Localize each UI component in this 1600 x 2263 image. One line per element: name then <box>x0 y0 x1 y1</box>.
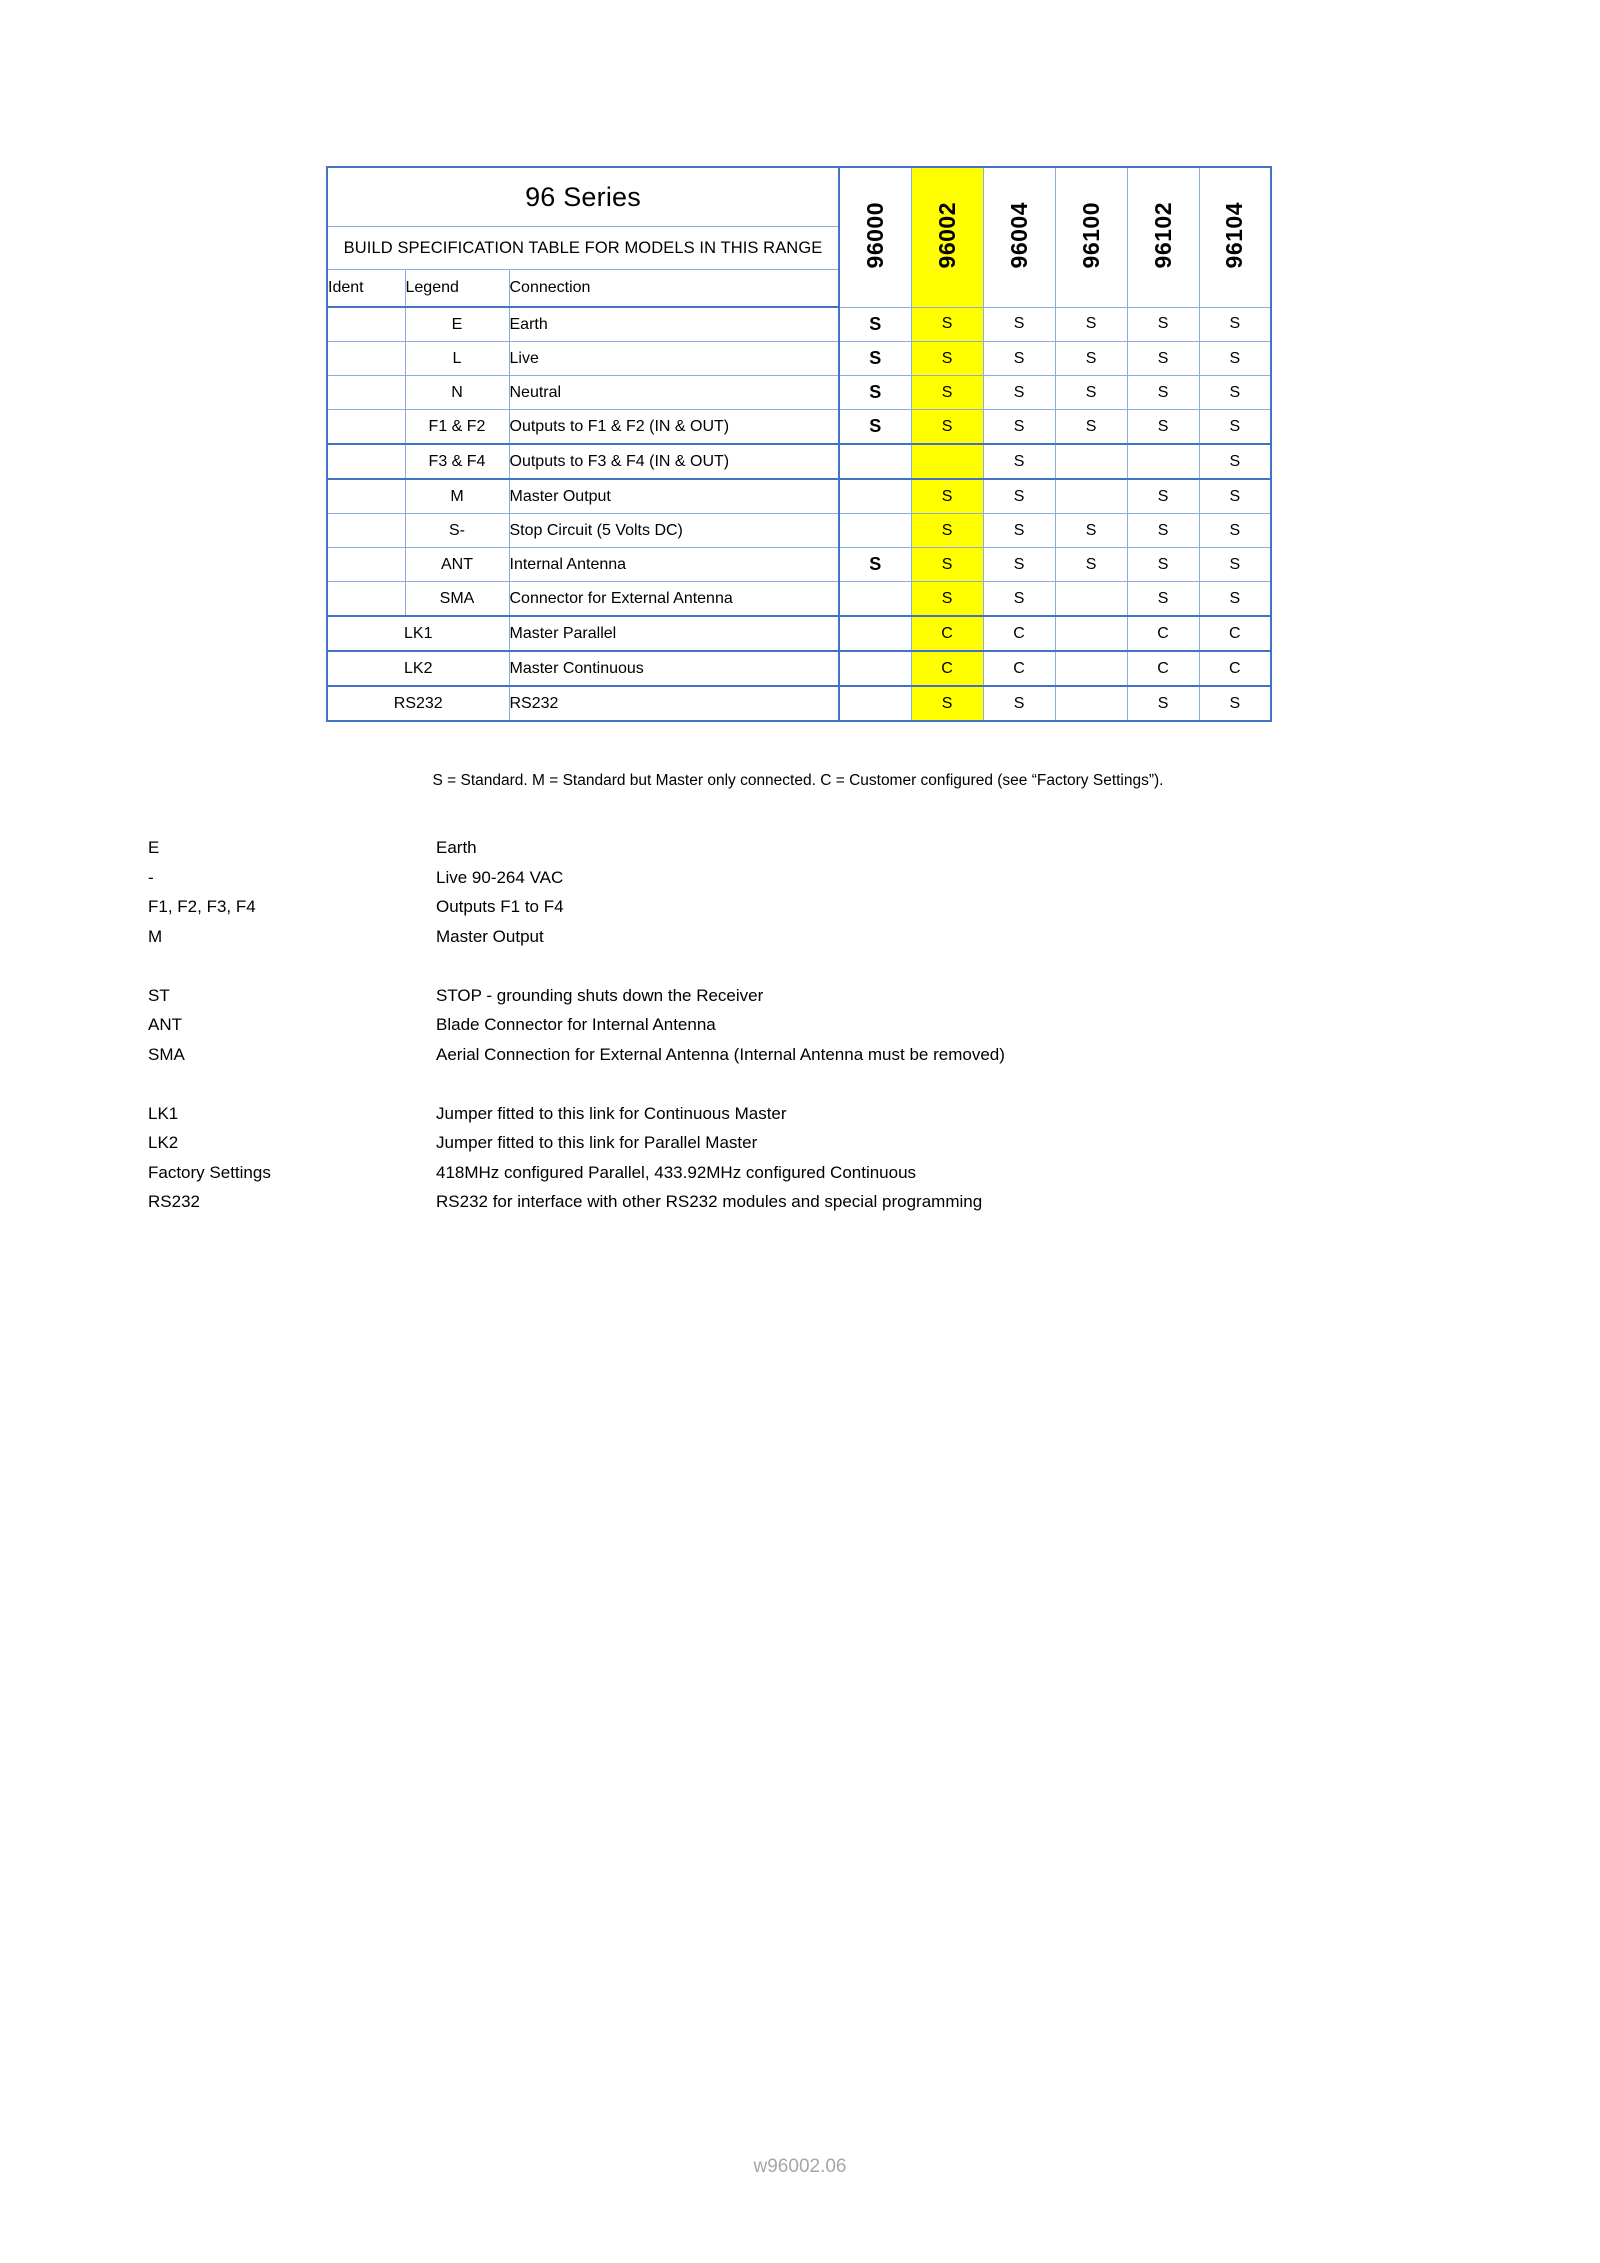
model-column-label: 96000 <box>861 201 888 268</box>
legend-key: RS232 <box>148 1192 200 1211</box>
cell-96000: S <box>839 307 911 342</box>
table-row <box>327 342 1271 376</box>
legend-key: Factory Settings <box>148 1162 271 1182</box>
cell-96102: S <box>1127 548 1199 582</box>
model-column-label: 96100 <box>1077 201 1104 268</box>
row-ident <box>327 342 405 376</box>
row-legend: M <box>405 479 509 514</box>
row-ident: LK1 <box>327 616 509 651</box>
cell-96000 <box>839 514 911 548</box>
legend-row <box>148 922 1348 952</box>
row-legend: E <box>405 307 509 342</box>
row-ident <box>327 410 405 445</box>
legend-value: Master Output <box>436 926 544 946</box>
legend-value: 418MHz configured Parallel, 433.92MHz configured Continuous <box>436 1162 917 1182</box>
cell-96004: S <box>983 342 1055 376</box>
cell-96102: S <box>1127 479 1199 514</box>
model-column-header-96002 <box>911 167 983 307</box>
cell-96002: S <box>911 307 983 342</box>
build-specification-table <box>326 166 1270 722</box>
cell-96002: C <box>911 651 983 686</box>
legend-group <box>148 833 1348 951</box>
cell-96000 <box>839 616 911 651</box>
cell-96002: C <box>911 616 983 651</box>
row-legend: L <box>405 342 509 376</box>
cell-96002: S <box>911 582 983 617</box>
model-column-header-96100 <box>1055 167 1127 307</box>
row-ident <box>327 548 405 582</box>
model-column-header-96000 <box>839 167 911 307</box>
cell-96102: S <box>1127 307 1199 342</box>
cell-96004: S <box>983 410 1055 445</box>
legend-key: SMA <box>148 1044 185 1064</box>
cell-96104: S <box>1199 342 1271 376</box>
legend-value: Earth <box>436 838 477 857</box>
cell-96000: S <box>839 342 911 376</box>
cell-96004: S <box>983 307 1055 342</box>
legend-definitions-list <box>148 833 1348 1217</box>
row-legend: S- <box>405 514 509 548</box>
table-row <box>327 514 1271 548</box>
cell-96004: S <box>983 548 1055 582</box>
row-legend: F1 & F2 <box>405 410 509 445</box>
table-row <box>327 307 1271 342</box>
cell-96002: S <box>911 479 983 514</box>
document-footer: w96002.06 <box>753 2156 847 2177</box>
row-legend: F3 & F4 <box>405 444 509 479</box>
legend-row <box>148 833 1348 863</box>
cell-96104: S <box>1199 686 1271 721</box>
cell-96102: S <box>1127 410 1199 445</box>
cell-96104: S <box>1199 582 1271 617</box>
column-header-legend: Legend <box>405 270 509 308</box>
cell-96000: S <box>839 548 911 582</box>
legend-key: - <box>148 867 154 887</box>
cell-96000 <box>839 651 911 686</box>
legend-value: Aerial Connection for External Antenna (Internal Antenna must be removed) <box>436 1044 1005 1064</box>
spec-table <box>326 166 1272 722</box>
cell-96000 <box>839 444 911 479</box>
cell-96100 <box>1055 651 1127 686</box>
cell-96002 <box>911 444 983 479</box>
row-connection: Connector for External Antenna <box>509 582 839 617</box>
legend-row <box>148 1010 1348 1040</box>
row-connection: Master Continuous <box>509 651 839 686</box>
table-row <box>327 410 1271 445</box>
legend-value: Live 90-264 VAC <box>436 867 564 887</box>
legend-value: Jumper fitted to this link for Continuous Master <box>436 1103 787 1123</box>
row-ident <box>327 582 405 617</box>
cell-96104: S <box>1199 410 1271 445</box>
cell-96100: S <box>1055 342 1127 376</box>
model-column-label: 96102 <box>1149 201 1176 268</box>
legend-group <box>148 1099 1348 1217</box>
cell-96004: C <box>983 651 1055 686</box>
cell-96000 <box>839 686 911 721</box>
row-connection: Master Output <box>509 479 839 514</box>
legend-key: LK1 <box>148 1103 179 1123</box>
cell-96100 <box>1055 479 1127 514</box>
table-row <box>327 582 1271 617</box>
row-connection: Stop Circuit (5 Volts DC) <box>509 514 839 548</box>
table-row <box>327 479 1271 514</box>
cell-96004: S <box>983 582 1055 617</box>
legend-key: LK2 <box>148 1133 179 1152</box>
legend-group <box>148 981 1348 1070</box>
legend-key: M <box>148 926 163 946</box>
cell-96104: S <box>1199 479 1271 514</box>
table-row <box>327 651 1271 686</box>
cell-96000 <box>839 479 911 514</box>
table-row <box>327 444 1271 479</box>
legend-row <box>148 1128 1348 1158</box>
row-connection: Live <box>509 342 839 376</box>
row-ident <box>327 376 405 410</box>
cell-96102: S <box>1127 376 1199 410</box>
column-header-connection: Connection <box>509 270 839 308</box>
cell-96104: C <box>1199 651 1271 686</box>
cell-96004: C <box>983 616 1055 651</box>
cell-96100 <box>1055 616 1127 651</box>
legend-row <box>148 1099 1348 1129</box>
cell-96100 <box>1055 686 1127 721</box>
row-connection: Outputs to F1 & F2 (IN & OUT) <box>509 410 839 445</box>
cell-96002: S <box>911 514 983 548</box>
cell-96104: S <box>1199 548 1271 582</box>
cell-96100 <box>1055 582 1127 617</box>
table-title-row <box>327 167 1271 227</box>
cell-96002: S <box>911 410 983 445</box>
legend-value: Blade Connector for Internal Antenna <box>436 1015 716 1034</box>
table-subtitle: BUILD SPECIFICATION TABLE FOR MODELS IN THIS RANGE <box>327 227 839 270</box>
cell-96002: S <box>911 376 983 410</box>
model-column-header-96104 <box>1199 167 1271 307</box>
row-legend: N <box>405 376 509 410</box>
cell-96104: C <box>1199 616 1271 651</box>
legend-row <box>148 892 1348 922</box>
row-connection: Neutral <box>509 376 839 410</box>
table-footnote: S = Standard. M = Standard but Master only connected. C = Customer configured (see “Factory Settings”). <box>432 772 1164 789</box>
cell-96100: S <box>1055 307 1127 342</box>
table-row <box>327 376 1271 410</box>
row-ident: RS232 <box>327 686 509 721</box>
cell-96104: S <box>1199 376 1271 410</box>
legend-key: E <box>148 838 160 857</box>
model-column-label: 96002 <box>933 201 960 268</box>
row-connection: Internal Antenna <box>509 548 839 582</box>
table-row <box>327 616 1271 651</box>
cell-96004: S <box>983 514 1055 548</box>
row-connection: Master Parallel <box>509 616 839 651</box>
legend-row <box>148 863 1348 893</box>
cell-96102 <box>1127 444 1199 479</box>
cell-96102: S <box>1127 582 1199 617</box>
row-ident <box>327 444 405 479</box>
cell-96100: S <box>1055 376 1127 410</box>
legend-key: F1, F2, F3, F4 <box>148 897 256 916</box>
cell-96004: S <box>983 479 1055 514</box>
cell-96002: S <box>911 548 983 582</box>
cell-96100 <box>1055 444 1127 479</box>
model-column-header-96004 <box>983 167 1055 307</box>
row-connection: Outputs to F3 & F4 (IN & OUT) <box>509 444 839 479</box>
column-header-ident: Ident <box>327 270 405 308</box>
model-column-label: 96104 <box>1221 201 1248 268</box>
legend-value: RS232 for interface with other RS232 modules and special programming <box>436 1192 983 1211</box>
cell-96000: S <box>839 376 911 410</box>
row-legend: ANT <box>405 548 509 582</box>
legend-row <box>148 981 1348 1011</box>
cell-96102: C <box>1127 651 1199 686</box>
cell-96002: S <box>911 686 983 721</box>
cell-96102: S <box>1127 686 1199 721</box>
row-ident: LK2 <box>327 651 509 686</box>
cell-96102: S <box>1127 342 1199 376</box>
cell-96004: S <box>983 686 1055 721</box>
row-connection: RS232 <box>509 686 839 721</box>
cell-96004: S <box>983 444 1055 479</box>
table-title: 96 Series <box>327 167 839 227</box>
cell-96002: S <box>911 342 983 376</box>
row-ident <box>327 479 405 514</box>
legend-value: Outputs F1 to F4 <box>436 897 564 916</box>
legend-row <box>148 1158 1348 1188</box>
row-ident <box>327 514 405 548</box>
cell-96000: S <box>839 410 911 445</box>
legend-value: Jumper fitted to this link for Parallel Master <box>436 1133 758 1152</box>
row-legend: SMA <box>405 582 509 617</box>
table-row <box>327 686 1271 721</box>
cell-96100: S <box>1055 548 1127 582</box>
row-ident <box>327 307 405 342</box>
cell-96100: S <box>1055 514 1127 548</box>
cell-96100: S <box>1055 410 1127 445</box>
table-row <box>327 548 1271 582</box>
legend-row <box>148 1187 1348 1217</box>
cell-96102: S <box>1127 514 1199 548</box>
legend-value: STOP - grounding shuts down the Receiver <box>436 985 764 1005</box>
legend-row <box>148 1040 1348 1070</box>
cell-96104: S <box>1199 514 1271 548</box>
legend-key: ST <box>148 985 170 1005</box>
cell-96000 <box>839 582 911 617</box>
model-column-label: 96004 <box>1005 201 1032 268</box>
cell-96104: S <box>1199 444 1271 479</box>
cell-96102: C <box>1127 616 1199 651</box>
legend-key: ANT <box>148 1015 182 1034</box>
cell-96104: S <box>1199 307 1271 342</box>
row-connection: Earth <box>509 307 839 342</box>
cell-96004: S <box>983 376 1055 410</box>
model-column-header-96102 <box>1127 167 1199 307</box>
